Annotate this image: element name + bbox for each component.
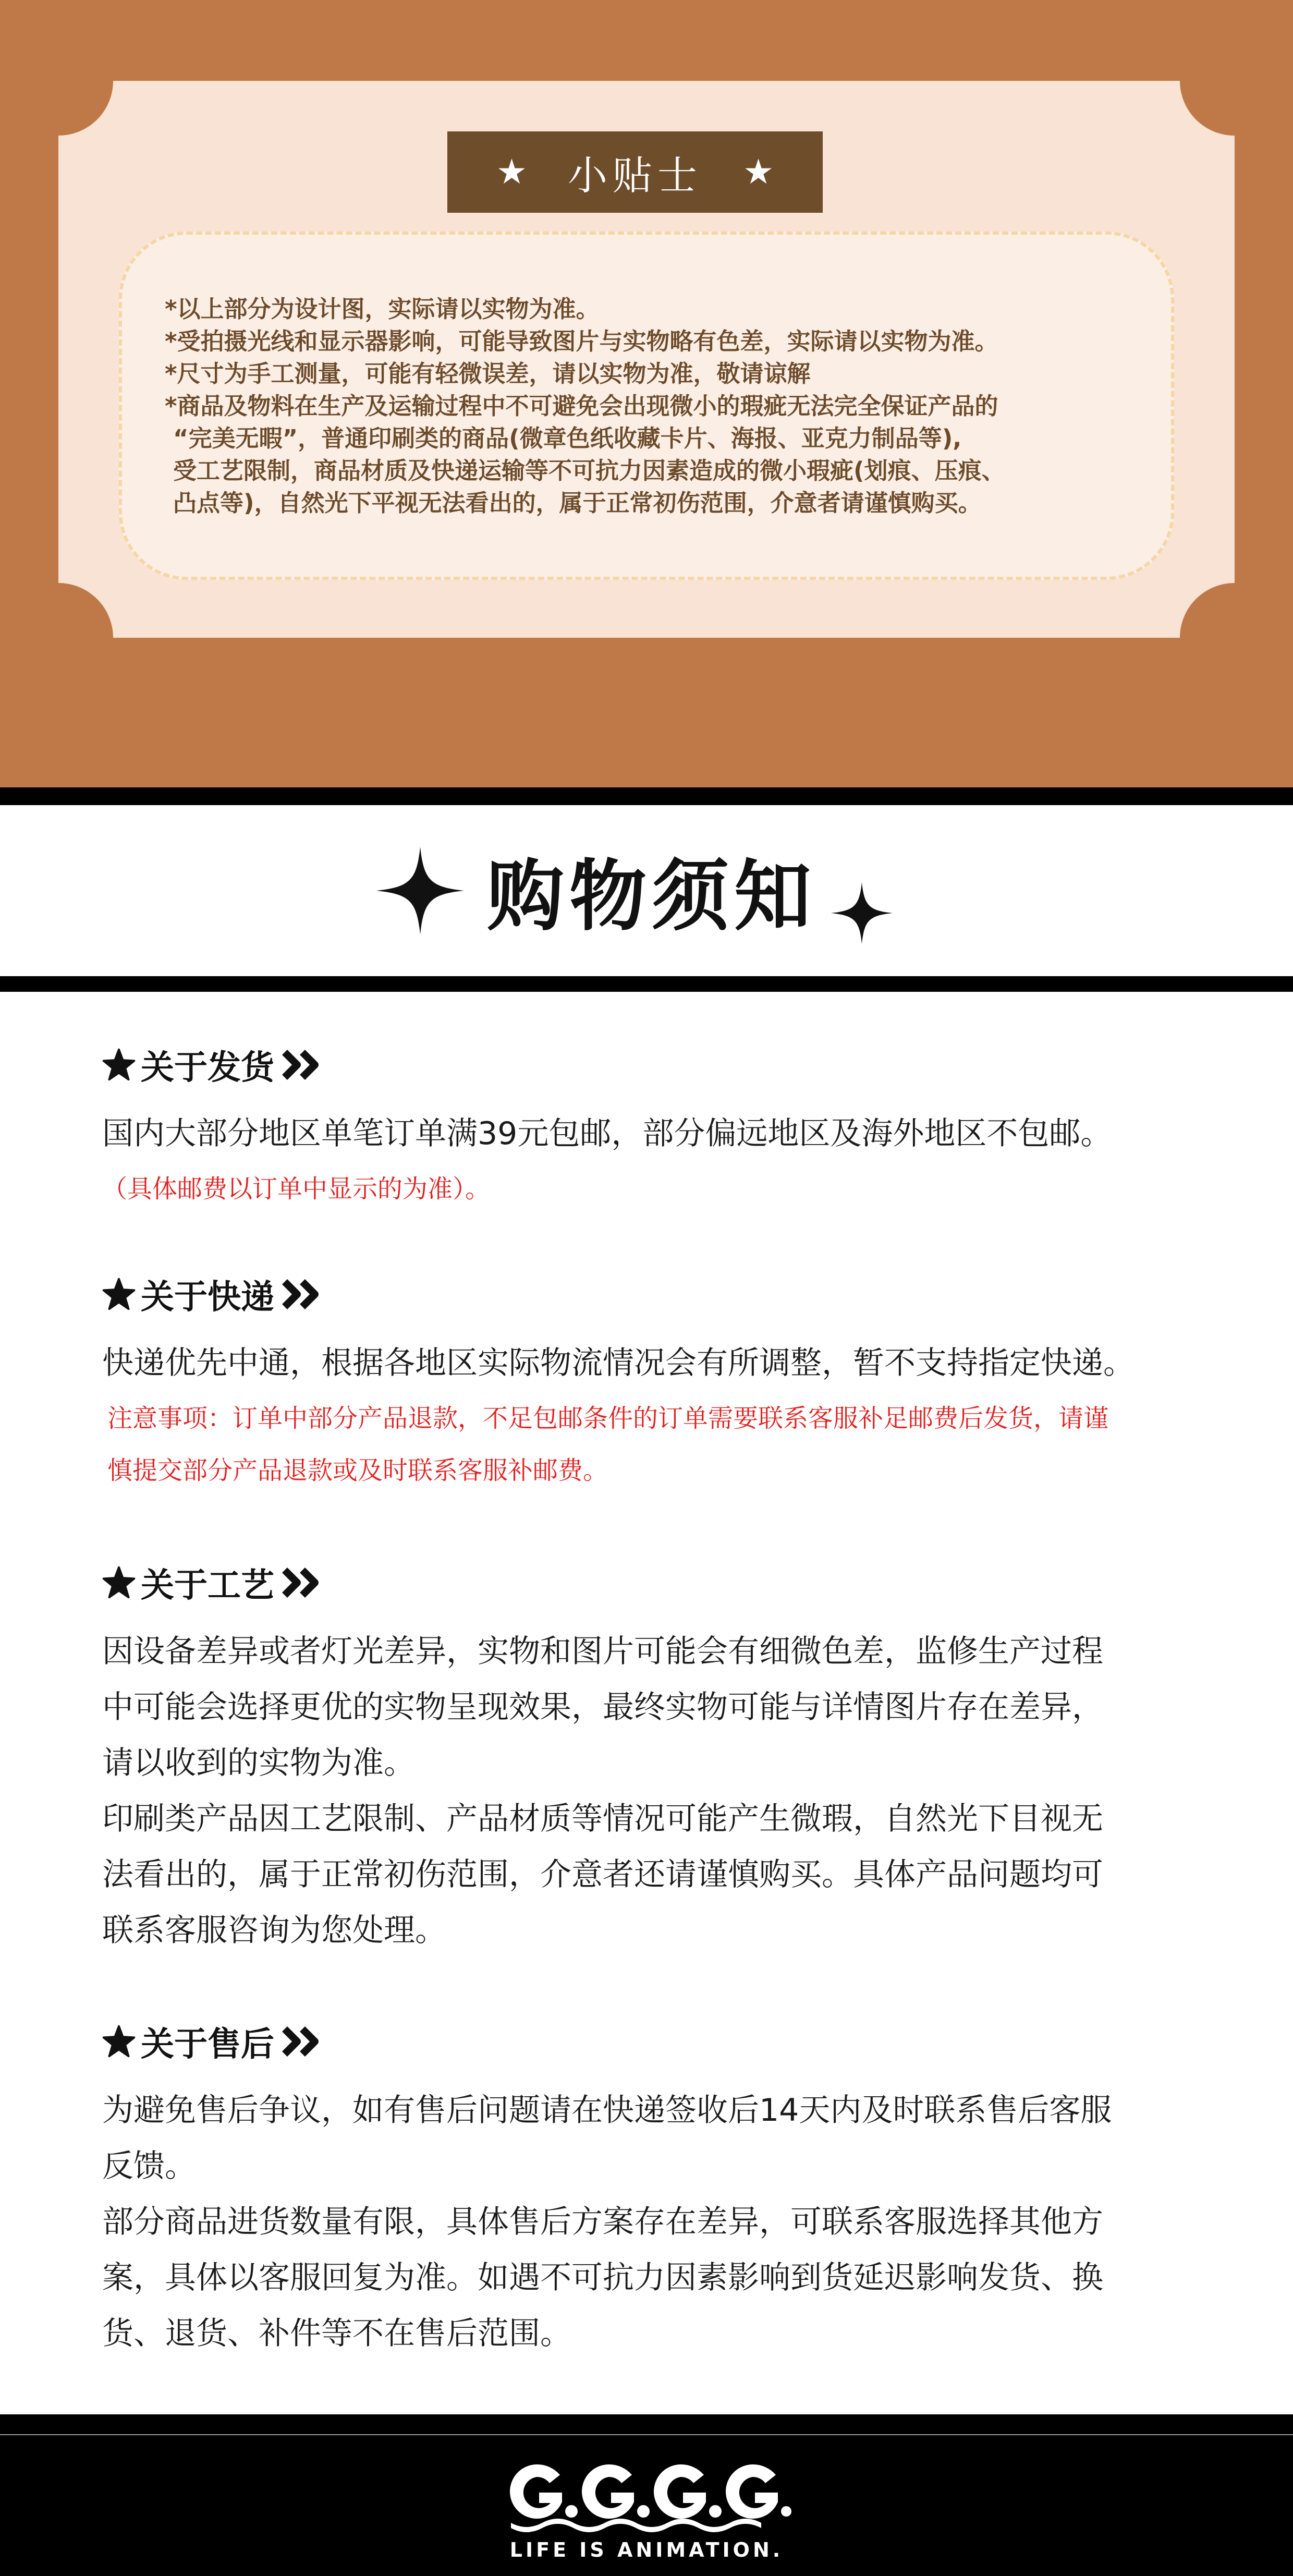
section-paragraph: 国内大部分地区单笔订单满39元包邮，部分偏远地区及海外地区不包邮。: [102, 1115, 1112, 1152]
footer: [0, 2439, 1293, 2576]
double-chevron-right-icon: [282, 2026, 326, 2057]
sparkle-icon: [831, 882, 893, 944]
star-icon: [102, 2025, 136, 2058]
notice-title: 购物须知: [487, 852, 816, 941]
header-divider: [0, 976, 1293, 992]
section-paragraph: 联系客服咨询为您处理。: [102, 1912, 446, 1949]
tips-list: [165, 293, 1155, 519]
section-paragraph: 因设备差异或者灯光差异，实物和图片可能会有细微色差，监修生产过程: [102, 1633, 1103, 1670]
brand-tagline: LIFE IS ANIMATION.: [509, 2538, 784, 2561]
section-red-note: 慎提交部分产品退款或及时联系客服补邮费。: [107, 1456, 608, 1485]
star-icon: [102, 1278, 136, 1311]
section-heading: [102, 2018, 1207, 2065]
sparkle-icon: [376, 847, 464, 934]
ticket-notch: [4, 26, 113, 136]
notice-body: [0, 992, 1293, 2414]
star-icon: ★: [743, 152, 774, 192]
star-icon: [102, 1566, 136, 1599]
section-paragraph: 部分商品进货数量有限，具体售后方案存在差异，可联系客服选择其他方: [102, 2204, 1103, 2240]
section-paragraph: 反馈。: [102, 2148, 196, 2184]
section-paragraph: 印刷类产品因工艺限制、产品材质等情况可能产生微瑕，自然光下目视无: [102, 1801, 1103, 1837]
section-paragraph: 中可能会选择更优的实物呈现效果，最终实物可能与详情图片存在差异，: [102, 1689, 1103, 1726]
section-red-note: （具体邮费以订单中显示的为准）。: [102, 1174, 491, 1204]
tips-line: *受拍摄光线和显示器影响，可能导致图片与实物略有色差，实际请以实物为准。: [165, 327, 998, 355]
footer-divider: [0, 2414, 1293, 2439]
double-chevron-right-icon: [282, 1279, 326, 1310]
section-heading: [102, 1041, 1207, 1088]
divider-band: [0, 787, 1293, 805]
section-paragraph: 货、退货、补件等不在售后范围。: [102, 2315, 571, 2352]
star-icon: ★: [496, 152, 527, 192]
tips-title-badge: [447, 131, 823, 213]
section-title: 关于工艺: [141, 1566, 274, 1605]
section-paragraph: 案，具体以客服回复为准。如遇不可抗力因素影响到货延迟影响发货、换: [102, 2259, 1103, 2296]
ticket-notch: [1180, 26, 1289, 136]
section-shipping: [102, 1041, 1207, 1216]
section-heading: [102, 1271, 1207, 1318]
section-craft: [102, 1559, 1207, 1959]
section-after-sales: [102, 2018, 1207, 2362]
footer-hairline: [0, 2434, 1293, 2435]
double-chevron-right-icon: [282, 1049, 326, 1080]
tips-line: 受工艺限制，商品材质及快递运输等不可抗力因素造成的微小瑕疵(划痕、压痕、: [173, 457, 1005, 484]
tips-line: 凸点等)，自然光下平视无法看出的，属于正常初伤范围，介意者请谨慎购买。: [173, 489, 982, 517]
section-title: 关于发货: [141, 1049, 274, 1087]
tips-section: [0, 0, 1293, 787]
section-red-note: 注意事项：订单中部分产品退款，不足包邮条件的订单需要联系客服补足邮费后发货，请谨: [107, 1404, 1109, 1433]
section-express: [102, 1271, 1207, 1498]
tips-line: *尺寸为手工测量，可能有轻微误差，请以实物为准，敬请谅解: [165, 360, 811, 387]
notice-header: [0, 805, 1293, 976]
double-chevron-right-icon: [282, 1567, 326, 1598]
tips-line: *以上部分为设计图，实际请以实物为准。: [165, 295, 600, 323]
section-title: 关于快递: [141, 1278, 274, 1317]
section-title: 关于售后: [141, 2025, 274, 2064]
ticket-notch: [1180, 583, 1289, 692]
section-paragraph: 为避免售后争议，如有售后问题请在快递签收后14天内及时联系售后客服: [102, 2092, 1112, 2129]
section-heading: [102, 1559, 1207, 1606]
tips-title: 小贴士: [568, 152, 702, 199]
brand-logo: [501, 2455, 792, 2533]
tips-line: *商品及物料在生产及运输过程中不可避免会出现微小的瑕疵无法完全保证产品的: [165, 392, 998, 420]
tips-line: “完美无暇”，普通印刷类的商品(微章色纸收藏卡片、海报、亚克力制品等),: [173, 424, 962, 452]
ticket-notch: [4, 583, 113, 692]
section-paragraph: 请以收到的实物为准。: [102, 1745, 415, 1781]
section-paragraph: 快递优先中通，根据各地区实际物流情况会有所调整，暂不支持指定快递。: [102, 1345, 1135, 1381]
section-paragraph: 法看出的，属于正常初伤范围，介意者还请谨慎购买。具体产品问题均可: [102, 1856, 1103, 1893]
star-icon: [102, 1048, 136, 1082]
